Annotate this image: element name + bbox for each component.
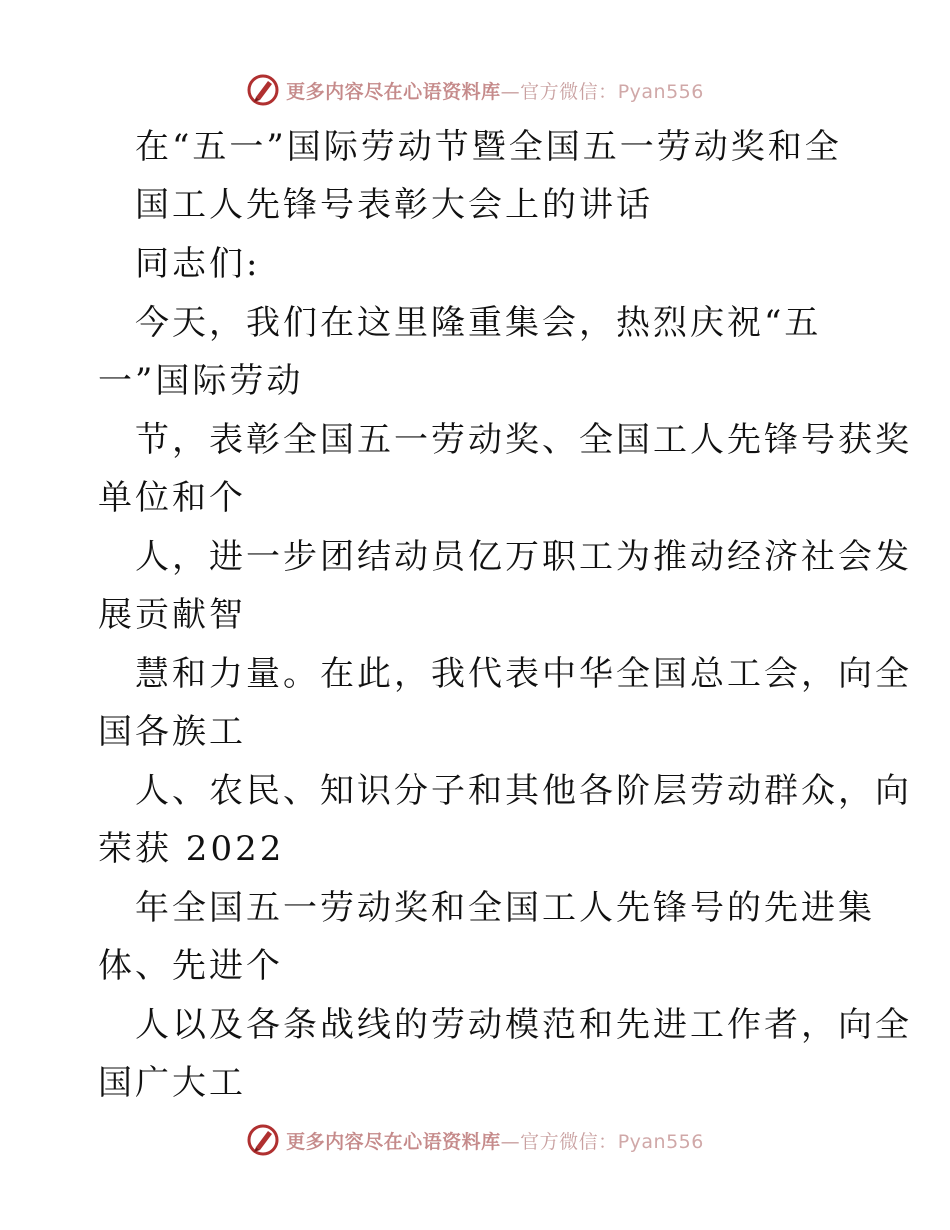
watermark-footer <box>0 1120 950 1160</box>
body-line: 节，表彰全国五一劳动奖、全国工人先锋号获奖 <box>135 420 912 460</box>
watermark-dash: — <box>500 1130 521 1153</box>
salutation: 同志们: <box>135 244 261 284</box>
document-title-line-2: 国工人先锋号表彰大会上的讲话 <box>135 185 653 225</box>
body-line: 今天，我们在这里隆重集会，热烈庆祝“五 <box>135 303 822 343</box>
watermark-brand: 更多内容尽在心语资料库 <box>286 1130 501 1153</box>
body-line: 一”国际劳动 <box>98 361 304 401</box>
body-line: 展贡献智 <box>98 595 246 635</box>
document-title-line-1: 在“五一”国际劳动节暨全国五一劳动奖和全 <box>135 127 842 167</box>
watermark-wechat-label: 官方微信： <box>520 80 618 103</box>
body-line: 人以及各条战线的劳动模范和先进工作者，向全 <box>135 1005 912 1045</box>
pen-logo-icon <box>246 1123 280 1157</box>
watermark-brand: 更多内容尽在心语资料库 <box>286 80 501 103</box>
body-line: 荣获 2022 <box>98 829 285 869</box>
watermark-wechat-label: 官方微信： <box>520 1130 618 1153</box>
body-line: 人，进一步团结动员亿万职工为推动经济社会发 <box>135 537 912 577</box>
body-line: 体、先进个 <box>98 946 283 986</box>
watermark-text <box>286 1127 704 1154</box>
watermark-dash: — <box>500 80 521 103</box>
watermark-wechat-id: Pyan556 <box>617 1130 704 1153</box>
body-line: 国各族工 <box>98 712 246 752</box>
body-line: 人、农民、知识分子和其他各阶层劳动群众，向 <box>135 771 912 811</box>
body-line: 单位和个 <box>98 478 246 518</box>
body-line: 国广大工 <box>98 1063 246 1103</box>
body-line: 年全国五一劳动奖和全国工人先锋号的先进集 <box>135 888 875 928</box>
body-line: 慧和力量。在此，我代表中华全国总工会，向全 <box>135 654 912 694</box>
watermark-wechat-id: Pyan556 <box>617 80 704 103</box>
